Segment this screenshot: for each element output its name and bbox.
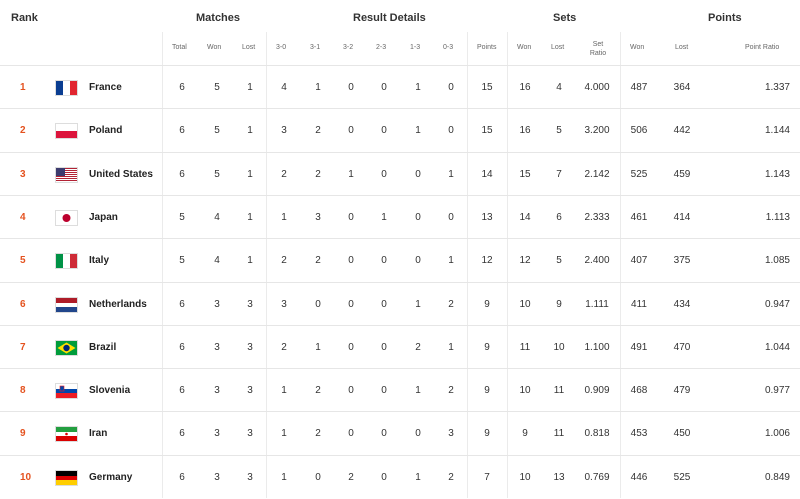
team-name-link[interactable]: United States: [89, 168, 153, 180]
table-row[interactable]: [0, 195, 800, 239]
cell-won: 3: [214, 428, 220, 440]
cell-r31: 1: [315, 82, 321, 93]
cell-sets-lost: 5: [556, 255, 562, 267]
cell-r23: 0: [381, 471, 387, 483]
rank-cell: 8: [20, 385, 26, 397]
table-row[interactable]: [0, 455, 800, 499]
cell-won: 5: [214, 82, 220, 93]
cell-r30: 2: [281, 341, 287, 353]
cell-r13: 1: [415, 125, 421, 137]
cell-r30: 1: [281, 428, 287, 440]
cell-r32: 0: [348, 428, 354, 440]
cell-won: 3: [214, 385, 220, 397]
cell-point-ratio: 1.006: [764, 428, 790, 440]
cell-r13: 1: [415, 298, 421, 310]
table-row[interactable]: [0, 108, 800, 152]
cell-sets-won: 16: [519, 125, 531, 137]
italy-flag-icon: [56, 254, 77, 268]
cell-r30: 4: [281, 82, 287, 93]
cell-point-ratio: 1.044: [764, 341, 790, 353]
sub-header-point-ratio[interactable]: Point Ratio: [745, 44, 780, 51]
cell-r30: 2: [281, 255, 287, 267]
rank-cell: 6: [20, 298, 26, 310]
team-name-link[interactable]: Iran: [89, 428, 108, 440]
sub-header-3-0[interactable]: 3-0: [276, 44, 287, 51]
cell-point-ratio: 1.085: [764, 255, 790, 267]
sub-header-won[interactable]: Won: [207, 44, 222, 51]
table-row[interactable]: [0, 65, 800, 109]
cell-set-ratio: 0.769: [584, 471, 610, 483]
cell-lost: 1: [247, 211, 253, 223]
cell-set-ratio: 0.818: [584, 428, 610, 440]
cell-points: 9: [484, 385, 490, 397]
cell-pts-lost: 375: [673, 255, 691, 267]
cell-point-ratio: 1.337: [764, 82, 790, 93]
cell-r31: 0: [315, 471, 321, 483]
team-name-link[interactable]: Poland: [89, 125, 123, 137]
sub-header-points[interactable]: Points: [477, 44, 497, 51]
cell-r13: 0: [415, 255, 421, 267]
cell-r32: 0: [348, 385, 354, 397]
cell-pts-won: 411: [631, 298, 647, 310]
sub-header-0-3[interactable]: 0-3: [443, 44, 454, 51]
cell-r32: 0: [348, 82, 354, 93]
cell-total: 6: [179, 471, 185, 483]
cell-total: 6: [179, 428, 185, 440]
cell-pts-won: 506: [630, 125, 648, 137]
cell-set-ratio: 3.200: [584, 125, 610, 137]
cell-r03: 1: [448, 168, 454, 180]
cell-point-ratio: 0.977: [764, 385, 790, 397]
cell-r03: 2: [448, 385, 454, 397]
cell-sets-won: 12: [519, 255, 531, 267]
netherlands-flag-icon: [56, 298, 77, 312]
cell-sets-won: 16: [519, 82, 531, 93]
cell-sets-lost: 4: [556, 82, 562, 93]
cell-lost: 3: [247, 385, 253, 397]
sets-header: Sets: [553, 12, 577, 24]
sub-header-lost[interactable]: Lost: [242, 44, 256, 51]
cell-sets-lost: 7: [556, 168, 562, 180]
iran-flag-icon: [56, 427, 77, 441]
sub-header-sets-lost[interactable]: Lost: [551, 44, 565, 51]
sub-header-3-1[interactable]: 3-1: [310, 44, 321, 51]
cell-point-ratio: 1.143: [764, 168, 790, 180]
cell-r13: 0: [415, 211, 421, 223]
table-header: [0, 0, 800, 65]
cell-r03: 0: [448, 82, 454, 93]
japan-flag-icon: [56, 211, 77, 225]
cell-set-ratio: 2.333: [584, 211, 610, 223]
cell-r13: 1: [415, 82, 421, 93]
cell-pts-won: 487: [630, 82, 648, 93]
cell-r31: 3: [315, 211, 321, 223]
cell-won: 3: [214, 471, 220, 483]
poland-flag-icon: [56, 124, 77, 138]
cell-won: 3: [214, 298, 220, 310]
cell-lost: 3: [247, 471, 253, 483]
cell-r32: 0: [348, 211, 354, 223]
rank-header[interactable]: Rank: [11, 12, 38, 24]
cell-lost: 1: [247, 125, 253, 137]
cell-r32: 0: [348, 298, 354, 310]
sub-header-points-won[interactable]: Won: [630, 44, 645, 51]
cell-total: 5: [179, 211, 185, 223]
cell-won: 4: [214, 211, 220, 223]
cell-pts-lost: 525: [673, 471, 691, 483]
cell-points: 9: [484, 428, 490, 440]
cell-won: 3: [214, 341, 220, 353]
cell-r13: 0: [415, 168, 421, 180]
cell-sets-won: 15: [519, 168, 531, 180]
cell-pts-won: 446: [630, 471, 648, 483]
rank-cell: 10: [20, 471, 32, 483]
team-name-link[interactable]: Japan: [89, 211, 118, 223]
cell-sets-won: 11: [519, 341, 531, 353]
cell-r13: 0: [415, 428, 421, 440]
cell-points: 9: [484, 298, 490, 310]
rank-cell: 4: [20, 211, 26, 223]
cell-point-ratio: 0.947: [764, 298, 790, 310]
cell-r03: 2: [448, 298, 454, 310]
cell-r03: 3: [448, 428, 454, 440]
cell-pts-won: 461: [630, 211, 648, 223]
cell-pts-won: 525: [630, 168, 648, 180]
team-name-link[interactable]: France: [89, 82, 122, 93]
table-row[interactable]: [0, 325, 800, 369]
cell-sets-lost: 13: [553, 471, 565, 483]
brazil-flag-icon: [56, 341, 77, 355]
points-header: Points: [708, 12, 742, 24]
cell-r23: 0: [381, 168, 387, 180]
cell-pts-lost: 450: [673, 428, 691, 440]
cell-set-ratio: 2.142: [584, 168, 610, 180]
cell-sets-won: 9: [522, 428, 528, 440]
sub-header-1-3[interactable]: 1-3: [410, 44, 421, 51]
cell-r03: 2: [448, 471, 454, 483]
cell-sets-won: 10: [519, 298, 531, 310]
cell-r31: 2: [315, 255, 321, 267]
cell-pts-lost: 434: [673, 298, 691, 310]
cell-r23: 0: [381, 385, 387, 397]
cell-r03: 0: [448, 211, 454, 223]
cell-r32: 2: [348, 471, 354, 483]
cell-lost: 3: [247, 298, 253, 310]
sub-header-2-3[interactable]: 2-3: [376, 44, 387, 51]
cell-pts-lost: 470: [673, 341, 691, 353]
cell-total: 5: [179, 255, 185, 267]
cell-r13: 1: [415, 471, 421, 483]
sub-header-sets-won[interactable]: Won: [517, 44, 532, 51]
cell-total: 6: [179, 385, 185, 397]
germany-flag-icon: [56, 471, 77, 485]
cell-r31: 2: [315, 125, 321, 137]
cell-pts-lost: 442: [673, 125, 691, 137]
cell-sets-lost: 11: [553, 385, 565, 397]
cell-sets-won: 10: [519, 385, 531, 397]
team-name-link[interactable]: Italy: [89, 255, 110, 267]
sub-header-points-lost[interactable]: Lost: [675, 44, 689, 51]
rank-cell: 1: [20, 82, 26, 93]
cell-total: 6: [179, 168, 185, 180]
cell-total: 6: [179, 125, 185, 137]
cell-points: 7: [484, 471, 490, 483]
cell-lost: 1: [247, 82, 253, 93]
cell-set-ratio: 4.000: [584, 82, 610, 93]
cell-total: 6: [179, 82, 185, 93]
cell-r30: 2: [281, 168, 287, 180]
cell-r23: 0: [381, 298, 387, 310]
sub-header-3-2[interactable]: 3-2: [343, 44, 354, 51]
cell-r03: 0: [448, 125, 454, 137]
cell-r31: 0: [315, 298, 321, 310]
cell-r32: 0: [348, 255, 354, 267]
cell-r30: 3: [281, 298, 287, 310]
cell-r23: 0: [381, 428, 387, 440]
table-row[interactable]: [0, 411, 800, 455]
cell-point-ratio: 1.144: [764, 125, 790, 137]
rank-cell: 7: [20, 341, 26, 353]
cell-sets-won: 14: [519, 211, 531, 223]
cell-point-ratio: 0.849: [764, 471, 790, 483]
team-name-link[interactable]: Slovenia: [89, 385, 131, 397]
cell-sets-lost: 11: [553, 428, 565, 440]
cell-sets-lost: 10: [553, 341, 565, 353]
cell-r30: 3: [281, 125, 287, 137]
cell-set-ratio: 2.400: [584, 255, 610, 267]
cell-pts-won: 468: [630, 385, 648, 397]
cell-r23: 0: [381, 82, 387, 93]
cell-r03: 1: [448, 341, 454, 353]
cell-total: 6: [179, 341, 185, 353]
cell-pts-lost: 459: [673, 168, 691, 180]
result-details-header: Result Details: [353, 12, 426, 24]
cell-set-ratio: 0.909: [584, 385, 610, 397]
cell-total: 6: [179, 298, 185, 310]
cell-r30: 1: [281, 471, 287, 483]
cell-points: 9: [484, 341, 490, 353]
cell-lost: 3: [247, 428, 253, 440]
rank-cell: 2: [20, 125, 26, 137]
cell-r23: 0: [381, 341, 387, 353]
cell-r31: 2: [315, 168, 321, 180]
table-row[interactable]: [0, 152, 800, 196]
cell-won: 4: [214, 255, 220, 267]
cell-points: 15: [481, 82, 493, 93]
rank-cell: 9: [20, 428, 26, 440]
cell-points: 12: [481, 255, 493, 267]
cell-r23: 0: [381, 255, 387, 267]
cell-points: 15: [481, 125, 493, 137]
cell-won: 5: [214, 125, 220, 137]
cell-pts-won: 407: [630, 255, 648, 267]
rank-cell: 5: [20, 255, 26, 267]
cell-won: 5: [214, 168, 220, 180]
cell-pts-won: 491: [630, 341, 648, 353]
slovenia-flag-icon: [56, 384, 77, 398]
sub-header-set-ratio[interactable]: Set Ratio: [589, 41, 607, 57]
cell-r31: 1: [315, 341, 321, 353]
cell-pts-won: 453: [630, 428, 648, 440]
cell-r32: 0: [348, 125, 354, 137]
team-name-link[interactable]: Brazil: [89, 341, 117, 353]
cell-pts-lost: 414: [673, 211, 691, 223]
cell-lost: 1: [247, 168, 253, 180]
team-name-link[interactable]: Germany: [89, 471, 133, 483]
cell-r23: 1: [381, 211, 387, 223]
cell-r31: 2: [315, 428, 321, 440]
cell-points: 13: [481, 211, 493, 223]
team-name-link[interactable]: Netherlands: [89, 298, 147, 310]
cell-r03: 1: [448, 255, 454, 267]
cell-r32: 1: [348, 168, 354, 180]
table-row[interactable]: [0, 238, 800, 282]
cell-lost: 3: [247, 341, 253, 353]
cell-r13: 1: [415, 385, 421, 397]
cell-pts-lost: 364: [673, 82, 691, 93]
matches-header: Matches: [196, 12, 241, 24]
cell-r23: 0: [381, 125, 387, 137]
rank-cell: 3: [20, 168, 26, 180]
usa-flag-icon: [56, 168, 77, 182]
cell-sets-lost: 5: [556, 125, 562, 137]
cell-set-ratio: 1.111: [585, 298, 609, 310]
sub-header-total[interactable]: Total: [172, 44, 187, 51]
cell-points: 14: [481, 168, 493, 180]
cell-sets-lost: 9: [556, 298, 562, 310]
france-flag-icon: [56, 81, 77, 95]
cell-pts-lost: 479: [673, 385, 691, 397]
cell-r13: 2: [415, 341, 421, 353]
cell-r30: 1: [281, 385, 287, 397]
cell-point-ratio: 1.113: [765, 211, 790, 223]
cell-sets-lost: 6: [556, 211, 562, 223]
table-row[interactable]: [0, 282, 800, 326]
cell-r32: 0: [348, 341, 354, 353]
cell-r30: 1: [281, 211, 287, 223]
table-row[interactable]: [0, 368, 800, 412]
cell-sets-won: 10: [519, 471, 531, 483]
cell-lost: 1: [247, 255, 253, 267]
cell-set-ratio: 1.100: [584, 341, 610, 353]
cell-r31: 2: [315, 385, 321, 397]
